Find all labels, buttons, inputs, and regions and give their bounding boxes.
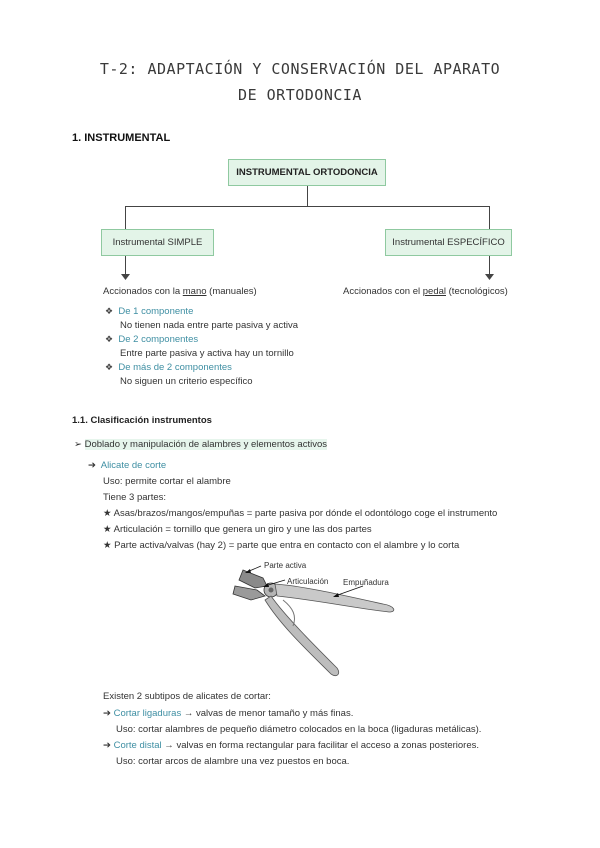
- star-bullet-icon: ★: [103, 540, 112, 551]
- diamond-bullet-icon: ❖: [105, 362, 114, 372]
- arrow-bullet-icon: ➔: [103, 708, 111, 719]
- item-parts-intro: Tiene 3 partes:: [103, 492, 167, 503]
- list-item: ❖ De 2 componentes: [105, 334, 199, 345]
- figure-label-handle: Empuñadura: [343, 578, 389, 587]
- doc-title-line2: DE ORTODONCIA: [238, 86, 362, 104]
- diagram-root-box: INSTRUMENTAL ORTODONCIA: [228, 159, 386, 186]
- list-item: ❖ De 1 componente: [105, 306, 194, 317]
- diagram-box-simple: Instrumental SIMPLE: [101, 229, 214, 256]
- list-item-desc: Entre parte pasiva y activa hay un tornillo: [120, 348, 294, 359]
- part-item: ★ Articulación = tornillo que genera un giro y une las dos partes: [103, 524, 372, 535]
- star-bullet-icon: ★: [103, 508, 112, 519]
- item-alicate-de-corte: ➔ Alicate de corte: [88, 460, 167, 471]
- subtypes-intro: Existen 2 subtipos de alicates de cortar:: [103, 691, 271, 702]
- topic-line: ➢ Doblado y manipulación de alambres y elementos activos: [74, 439, 327, 450]
- subsection-heading-clasificacion: 1.1. Clasificación instrumentos: [72, 415, 212, 426]
- diamond-bullet-icon: ❖: [105, 334, 114, 344]
- list-item-desc: No tienen nada entre parte pasiva y activa: [120, 320, 298, 331]
- diagram-box-specific: Instrumental ESPECÍFICO: [385, 229, 512, 256]
- annotation-arrow-handle: [335, 586, 363, 596]
- arrow-bullet-icon: ➔: [103, 740, 111, 751]
- diagram-right-description: Accionados con el pedal (tecnológicos): [343, 286, 508, 297]
- subtype-use: Uso: cortar arcos de alambre una vez puestos en boca.: [116, 756, 350, 767]
- diamond-bullet-icon: ❖: [105, 306, 114, 316]
- diagram-arrow-left-line: [125, 256, 126, 276]
- diagram-connector-horizontal: [125, 206, 490, 207]
- diagram-left-description: Accionados con la mano (manuales): [103, 286, 257, 297]
- diagram-arrow-left-head: [121, 274, 130, 280]
- diagram-connector-left: [125, 206, 126, 229]
- arrow-bullet-icon: ➔: [88, 460, 96, 471]
- diagram-connector-right: [489, 206, 490, 229]
- subtype-use: Uso: cortar alambres de pequeño diámetro colocados en la boca (ligaduras metálicas).: [116, 724, 482, 735]
- figure-label-active: Parte activa: [264, 561, 307, 570]
- subtype-item: ➔ Cortar ligaduras → valvas de menor tamaño y más finas.: [103, 708, 354, 719]
- list-item-desc: No siguen un criterio específico: [120, 376, 253, 387]
- part-item: ★ Parte activa/valvas (hay 2) = parte que entra en contacto con el alambre y lo corta: [103, 540, 460, 551]
- diagram-arrow-right-head: [485, 274, 494, 280]
- star-bullet-icon: ★: [103, 524, 112, 535]
- subtype-item: ➔ Corte distal → valvas en forma rectangular para facilitar el acceso a zonas posteriores.: [103, 740, 480, 751]
- pliers-illustration: [205, 556, 405, 684]
- diagram-arrow-right-line: [489, 256, 490, 276]
- diagram-connector-vertical: [307, 186, 308, 206]
- part-item: ★ Asas/brazos/mangos/empuñas = parte pasiva por dónde el odontólogo coge el instrumento: [103, 508, 498, 519]
- list-item: ❖ De más de 2 componentes: [105, 362, 232, 373]
- arrowhead-bullet-icon: ➢: [74, 439, 82, 450]
- figure-label-joint: Articulación: [287, 577, 329, 586]
- doc-title-line1: T-2: ADAPTACIÓN Y CONSERVACIÓN DEL APARATO: [99, 60, 501, 78]
- item-use: Uso: permite cortar el alambre: [103, 476, 231, 487]
- section-heading-instrumental: 1. INSTRUMENTAL: [72, 132, 171, 144]
